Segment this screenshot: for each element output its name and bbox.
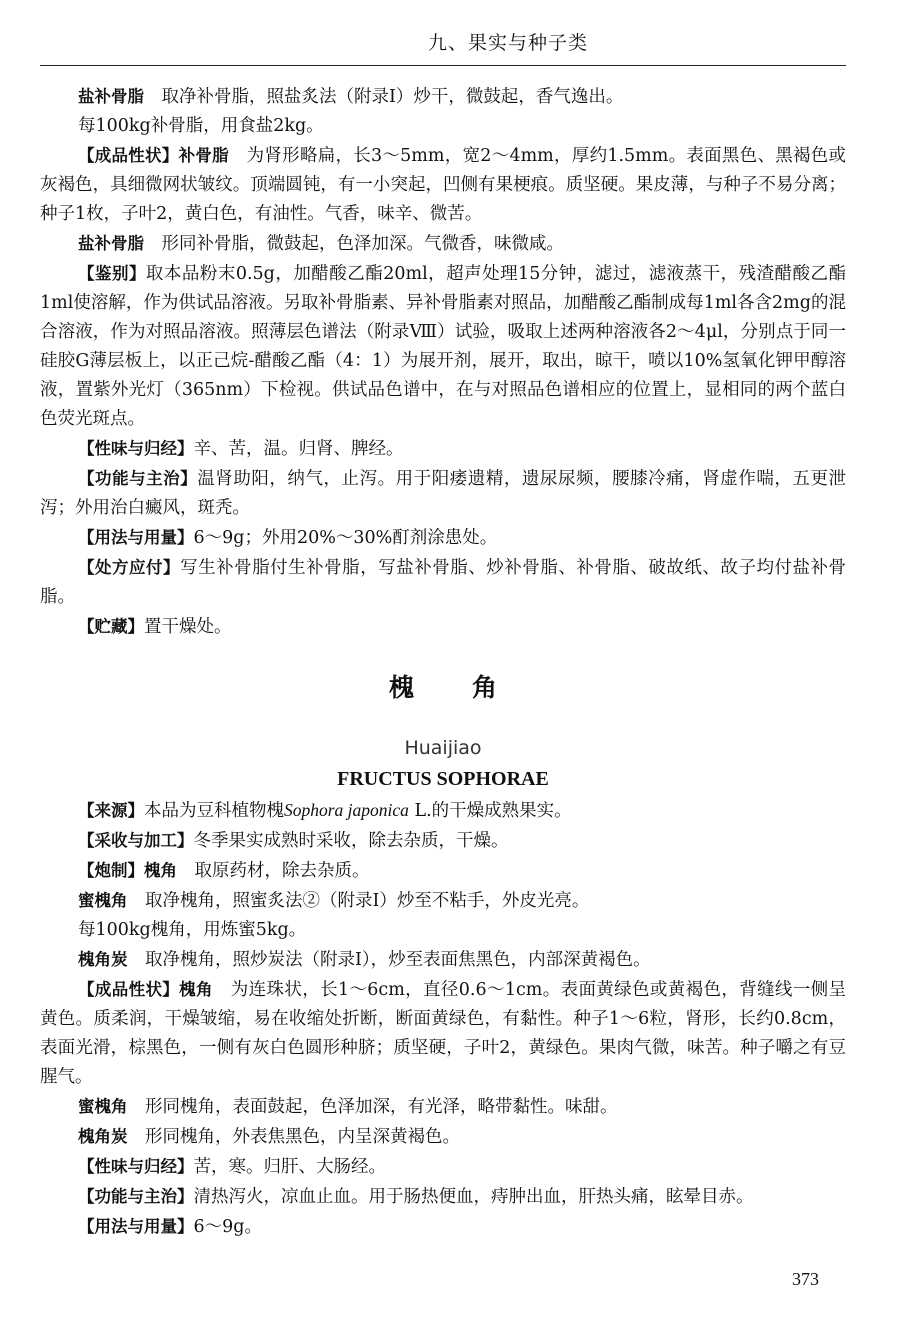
term: 【性味与归经】 — [78, 439, 194, 458]
term: 【成品性状】补骨脂 — [78, 146, 229, 165]
term: 【性味与归经】 — [78, 1157, 194, 1176]
paragraph: 【成品性状】补骨脂 为肾形略扁，长3～5mm，宽2～4mm，厚约1.5mm。表面黑色、黑褐色或灰褐色，具细微网状皱纹。顶端圆钝，有一小突起，凹侧有果梗痕。质坚硬。果皮薄，与种子不易分离；种子1枚，子叶2，黄白色，有油性。气香，味辛、微苦。 — [40, 146, 847, 224]
paragraph: 【鉴别】取本品粉末0.5g，加醋酸乙酯20ml，超声处理15分钟，滤过，滤液蒸干，残渣醋酸乙酯1ml使溶解，作为供试品溶液。另取补骨脂素、异补骨脂素对照品，加醋酸乙酯制成每1ml各含2mg的混合溶液，作为对照品溶液。照薄层色谱法（附录Ⅷ）试验，吸取上述两种溶液各2～4μl，分别点于同一硅胶G薄层板上，以正己烷-醋酸乙酯（4：1）为展开剂，展开，取出，晾干，喷以10%氢氧化钾甲醇溶液，置紫外光灯（365nm）下检视。供试品色谱中，在与对照品色谱相应的位置上，显相同的两个蓝白色荧光斑点。 — [40, 264, 846, 429]
page-body — [40, 82, 846, 1242]
term: 【采收与加工】 — [78, 831, 194, 850]
term: 蜜槐角 — [78, 1097, 128, 1116]
term: 【用法与用量】 — [78, 528, 194, 547]
paragraph: 每100kg槐角，用炼蜜5kg。 — [78, 920, 307, 940]
term: 【功能与主治】 — [78, 469, 198, 488]
term: 【贮藏】 — [78, 617, 144, 636]
paragraph: 【成品性状】槐角 为连珠状，长1～6cm，直径0.6～1cm。表面黄绿色或黄褐色，背缝线一侧呈黄色。质柔润，干燥皱缩，易在收缩处折断，断面黄绿色，有黏性。种子1～6粒，肾形，长约0.8cm，表面光滑，棕黑色，一侧有灰白色圆形种脐；质坚硬，子叶2，黄绿色。果肉气微，味苦。种子嚼之有豆腥气。 — [40, 980, 847, 1087]
paragraph: 【用法与用量】6～9g。 — [78, 1217, 262, 1237]
running-header: 九、果实与种子类 — [40, 20, 846, 66]
monograph-latin-name: FRUCTUS SOPHORAE — [337, 768, 549, 790]
paragraph: 【采收与加工】冬季果实成熟时采收，除去杂质，干燥。 — [78, 831, 509, 851]
term: 【处方应付】 — [78, 558, 181, 577]
term: 【来源】 — [78, 801, 144, 820]
monograph-title: 槐角 — [388, 673, 555, 702]
term: 【功能与主治】 — [78, 1187, 194, 1206]
monograph-pinyin: Huaijiao — [404, 737, 482, 759]
latin-species: Sophora japonica — [284, 800, 409, 820]
term: 蜜槐角 — [78, 891, 128, 910]
paragraph: 蜜槐角 形同槐角，表面鼓起，色泽加深，有光泽，略带黏性。味甜。 — [78, 1097, 618, 1117]
term: 【用法与用量】 — [78, 1217, 194, 1236]
paragraph: 【用法与用量】6～9g；外用20%～30%酊剂涂患处。 — [78, 528, 498, 548]
paragraph: 蜜槐角 取净槐角，照蜜炙法②（附录Ⅰ）炒至不粘手，外皮光亮。 — [78, 891, 590, 911]
paragraph: 【性味与归经】辛、苦，温。归肾、脾经。 — [78, 439, 404, 459]
term: 【鉴别】 — [78, 264, 146, 283]
paragraph: 【功能与主治】温肾助阳，纳气，止泻。用于阳痿遗精，遗尿尿频，腰膝冷痛，肾虚作喘，五更泄泻；外用治白癜风，斑秃。 — [40, 469, 846, 518]
paragraph: 【性味与归经】苦，寒。归肝、大肠经。 — [78, 1157, 386, 1177]
paragraph: 每100kg补骨脂，用食盐2kg。 — [78, 116, 324, 136]
paragraph: 槐角炭 取净槐角，照炒炭法（附录Ⅰ），炒至表面焦黑色，内部深黄褐色。 — [78, 950, 651, 970]
term: 盐补骨脂 — [78, 234, 144, 253]
term: 槐角炭 — [78, 1127, 128, 1146]
paragraph: 盐补骨脂 取净补骨脂，照盐炙法（附录Ⅰ）炒干，微鼓起，香气逸出。 — [78, 87, 624, 107]
paragraph: 【处方应付】写生补骨脂付生补骨脂，写盐补骨脂、炒补骨脂、补骨脂、破故纸、故子均付盐补骨脂。 — [40, 558, 847, 607]
page-number: 373 — [792, 1269, 819, 1289]
term: 【成品性状】槐角 — [78, 980, 213, 999]
paragraph: 槐角炭 形同槐角，外表焦黑色，内呈深黄褐色。 — [78, 1127, 460, 1147]
paragraph: 【贮藏】置干燥处。 — [78, 617, 232, 637]
term: 盐补骨脂 — [78, 87, 144, 106]
term: 【炮制】槐角 — [78, 861, 177, 880]
paragraph: 盐补骨脂 形同补骨脂，微鼓起，色泽加深。气微香，味微咸。 — [78, 234, 564, 254]
term: 槐角炭 — [78, 950, 128, 969]
paragraph: 【功能与主治】清热泻火，凉血止血。用于肠热便血，痔肿出血，肝热头痛，眩晕目赤。 — [78, 1187, 754, 1207]
paragraph: 【来源】本品为豆科植物槐Sophora japonica L.的干燥成熟果实。 — [78, 800, 572, 821]
paragraph: 【炮制】槐角 取原药材，除去杂质。 — [78, 861, 370, 881]
